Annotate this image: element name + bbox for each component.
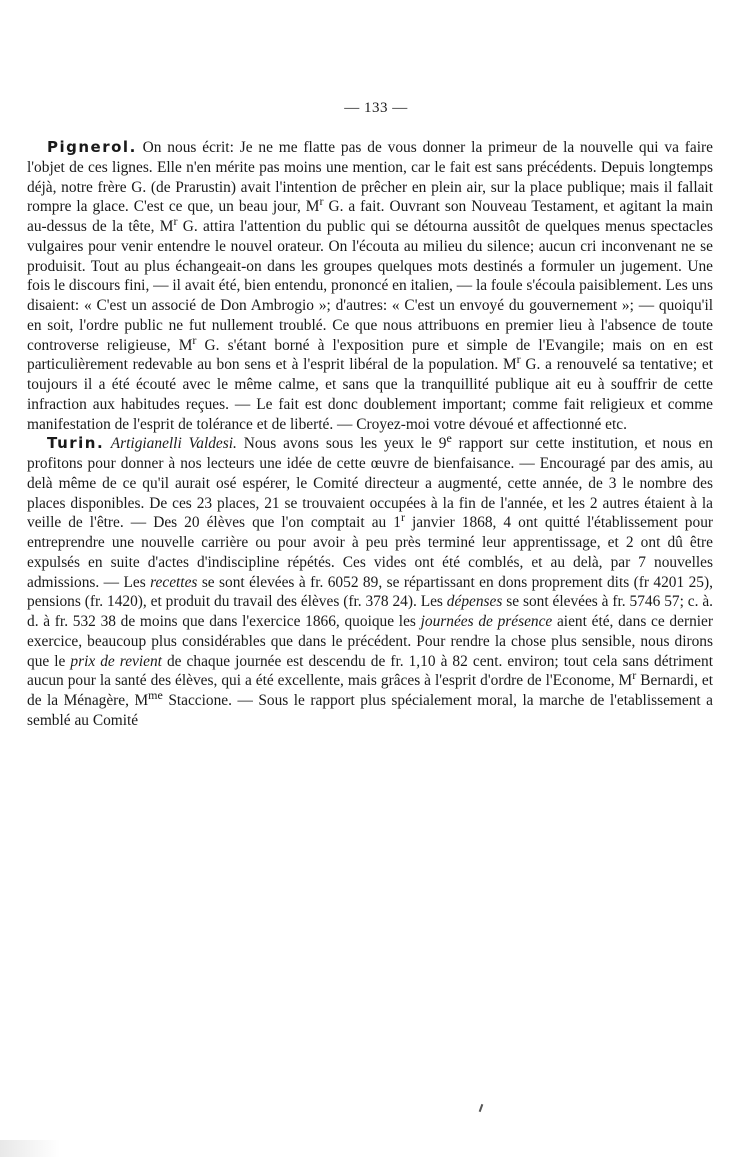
italic-text: Artigianelli Valdesi. [104, 435, 237, 453]
paragraph-text: de chaque journée est descendu de fr. 1,10 à 82 cent. environ; tout cela sans détriment aucun pour la santé des élèves, qui a été excellente, mais grâces à l'esprit d'ordre de l'Econome, M [27, 652, 713, 690]
superscript: e [446, 431, 452, 446]
paragraph-text: G. a renouvelé sa tentative; et toujours il a été écouté avec le même calme, et sans que la tranquillité publique ait eu à souffrir de cette infraction aux habitudes reçues. — Le fait est donc doublement important; comme fait religieux et comme manifestation de l'esprit de tolérance et de liberté. — Croyez-moi votre dévoué et affectionné etc. [27, 356, 713, 433]
superscript: r [632, 668, 637, 683]
paragraph-pignerol [27, 138, 713, 434]
italic-text: dépenses [442, 593, 503, 611]
paragraph-text: G. a fait. Ouvrant son Nouveau Testament, et agitant la main au-dessus de la tête, M [27, 198, 714, 235]
scan-smudge [0, 1140, 60, 1157]
paragraph-text: rapport sur cette institution, et nous en profitons pour donner à nos lecteurs une idée de cette œuvre de bienfaisance. — Encouragé par des amis, au delà même de ce qu'il aurait osé espérer, le Comité directeur a augmenté, cette année, de 3 le nombre des places disponibles. De ces 23 places, 21 se trouvaient occupées à la fin de l'année, et les 2 autres étaient à la veille de l'être. — Des 20 élèves que l'on comptait au 1 [27, 435, 714, 532]
paragraph-text: G. attira l'attention du public qui se détourna aussitôt de quelques menus spectacles vulgaires pour venir entendre le nouvel orateur. On l'écouta au milieu du silence; aucun cri inconvenant ne se produisit. Tout au plus échangeait-on dans les groupes quelques mots destinés a formuler un jugement. Une fois le discours fini, — il avait été, bien entendu, prononcé en italien, — la foule s'écoula paisiblement. Les uns disaient: « C'est un associé de Don Ambrogio »; d'autres: « C'est un envoyé du gouvernement »; — quoiqu'il en soit, l'ordre public ne fut nullement troublé. Ce que nous attribuons en premier lieu à l'absence de toute controverse religieuse, M [27, 218, 713, 354]
superscript: r [173, 213, 178, 228]
superscript: me [148, 687, 163, 702]
place-heading-pignerol: Pignerol. [47, 138, 137, 156]
paragraph-text: Nous avons sous les yeux le 9 [236, 435, 447, 453]
italic-text: recettes [145, 573, 198, 591]
paragraph-text: se sont élevées à fr. 6052 89, se répartissant en dons proprement dits (fr 4201 25), pensions (fr. 1420), et produit du travail des élèves (fr. 378 24). Les [27, 573, 713, 611]
paragraph-text: aient été, dans ce dernier exercice, beaucoup plus considérables que dans le précédent. Pour rendre la chose plus sensible, nous dirons que le [27, 613, 713, 670]
paragraph-turin [27, 431, 714, 730]
italic-text: journées de présence [415, 613, 553, 630]
scan-mark [479, 1104, 484, 1112]
paragraph-text: On nous écrit: Je ne me flatte pas de vous donner la primeur de la nouvelle qui va faire l'objet de ces lignes. Elle n'en mérite pas moins une mention, car le fait est sans précédents. Depuis longtemps déjà, notre frère G. (de Prarustin) avait l'intention de prêcher en plein air, sur la place publique; mais il fallait rompre la glace. C'est ce que, un beau jour, M [27, 139, 713, 216]
place-heading-turin: Turin. [47, 434, 105, 453]
paragraph-text: janvier 1868, 4 ont quitté l'établissement pour entreprendre une nouvelle carrière ou pour avoir à peu près terminé leur apprentissage, et 2 ont dû être expulsés en suite d'actes d'indiscipline répétés. Ces vides ont été comblés, et au delà, par 7 nouvelles admissions. — Les [27, 514, 714, 591]
paragraph-text: se sont élevées à fr. 5746 57; c. à. d. à fr. 532 38 de moins que dans l'exercice 1866, quoique les [27, 593, 714, 630]
paragraph-text: G. s'étant borné à l'exposition pure et simple de l'Evangile; mais on en est particulièrement redevable au bon sens et à l'esprit libéral de la population. M [27, 336, 713, 374]
italic-text: prix de revient [65, 652, 162, 670]
superscript: r [400, 510, 405, 525]
paragraph-text: Staccione. — Sous le rapport plus spécialement moral, la marche de l'etablissement a semblé au Comité [27, 692, 713, 729]
superscript: r [319, 194, 324, 209]
superscript: r [516, 352, 521, 367]
article-body [27, 138, 713, 731]
superscript: r [192, 332, 197, 347]
paragraph-text: Bernardi, et de la Ménagère, M [27, 672, 713, 709]
page-number: — 133 — [344, 100, 408, 116]
